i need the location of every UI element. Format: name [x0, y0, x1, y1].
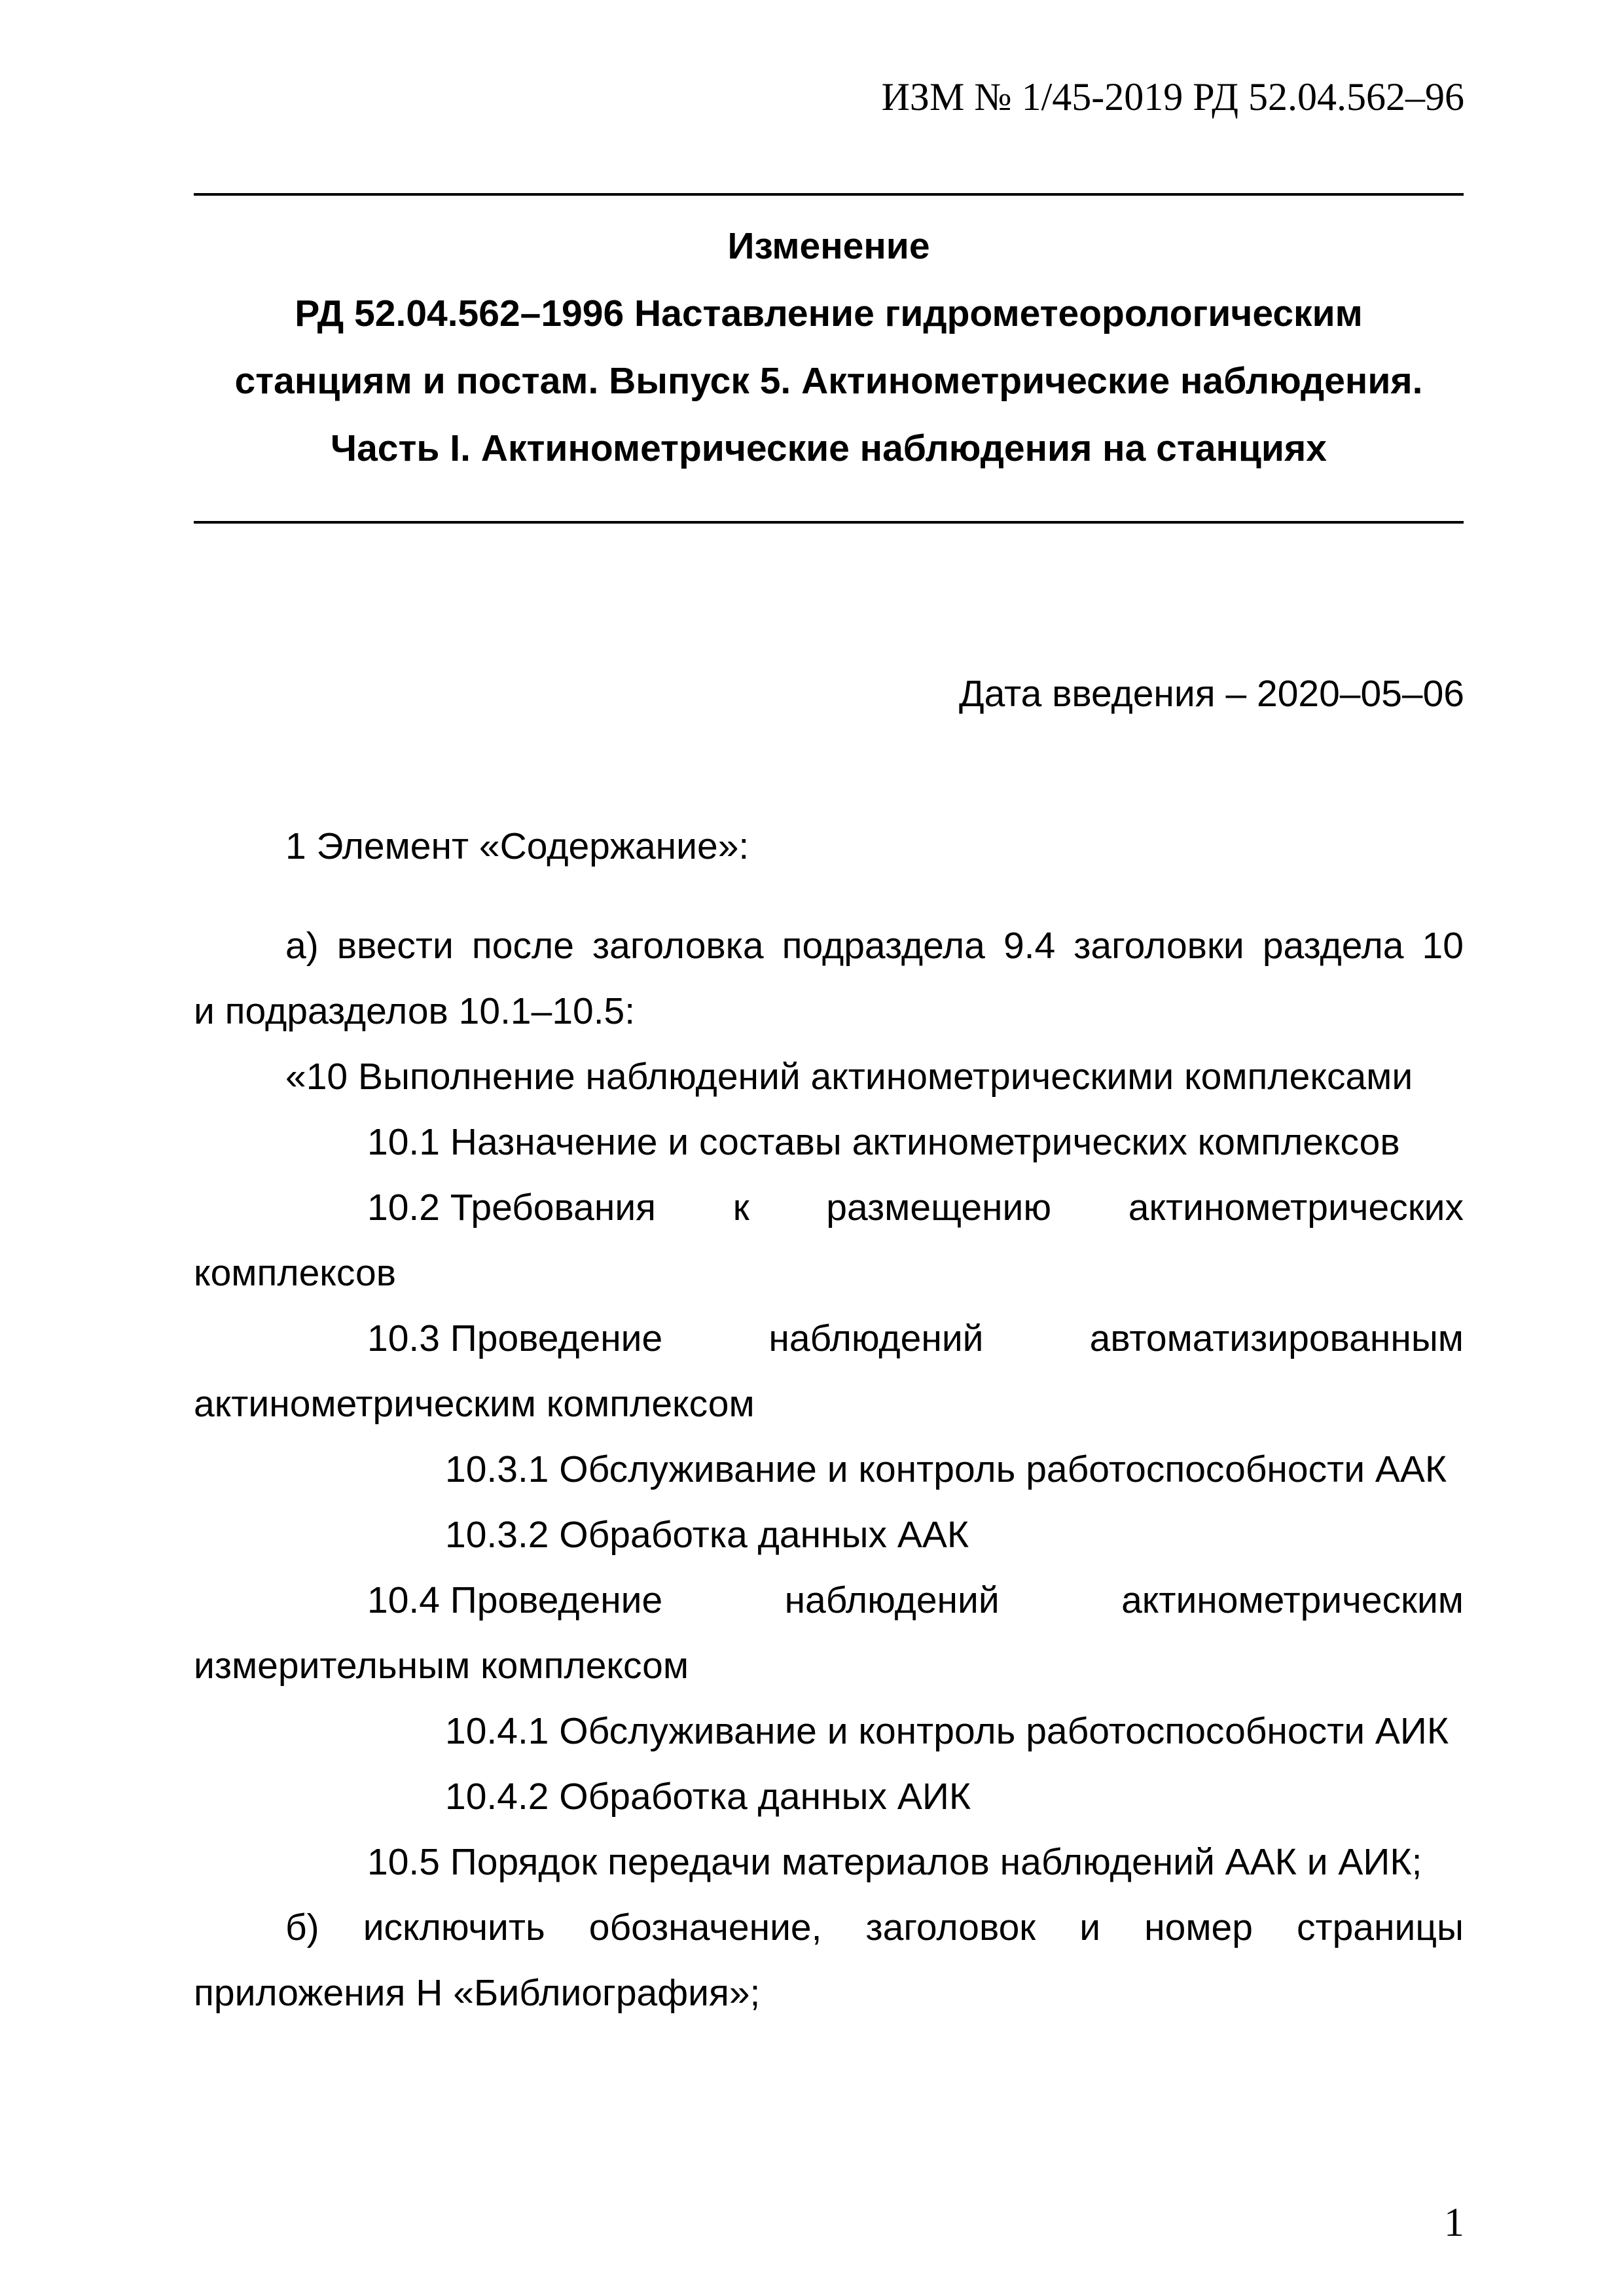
item-b-continuation: приложения Н «Библиография»;	[194, 1972, 761, 2014]
title-line-2: станциям и постам. Выпуск 5. Актинометрические наблюдения.	[234, 360, 1423, 402]
item-a-word: а)	[285, 925, 319, 967]
body-list	[194, 913, 1464, 2026]
item-a-word: ввести	[336, 925, 454, 967]
toc-section-10-4-continuation: измерительным комплексом	[194, 1645, 689, 1687]
item-b-word: исключить	[363, 1907, 545, 1948]
item-a-continuation: и подразделов 10.1–10.5:	[194, 990, 636, 1032]
toc-section-10-2-continuation: комплексов	[194, 1252, 396, 1294]
toc-section-10-4	[194, 1568, 1464, 1633]
toc-word: 10.2 Требования	[367, 1187, 657, 1229]
item-a-word: после	[471, 925, 574, 967]
item-1-heading	[194, 814, 1464, 879]
item-1-label: 1 Элемент «Содержание»:	[285, 825, 749, 867]
title-line-3: Часть I. Актинометрические наблюдения на станциях	[331, 427, 1327, 469]
toc-word: размещению	[826, 1187, 1052, 1229]
item-a-line	[194, 913, 1464, 978]
toc-section-10-2	[194, 1175, 1464, 1240]
item-b-word: и	[1079, 1907, 1101, 1948]
item-a-word: заголовки	[1074, 925, 1244, 967]
toc-section-10-1: 10.1 Назначение и составы актинометрических комплексов	[367, 1121, 1400, 1163]
toc-word: наблюдений	[768, 1318, 984, 1359]
toc-word: 10.3 Проведение	[367, 1318, 663, 1359]
title-top-rule	[194, 193, 1464, 196]
item-a-word: заголовка	[592, 925, 764, 967]
item-a-word: подраздела	[782, 925, 985, 967]
toc-word: актинометрических	[1128, 1187, 1464, 1229]
item-b-word: заголовок	[865, 1907, 1036, 1948]
toc-word: автоматизированным	[1089, 1318, 1464, 1359]
toc-word: 10.4 Проведение	[367, 1579, 663, 1621]
item-a-word: 9.4	[1003, 925, 1056, 967]
item-b-word: номер	[1144, 1907, 1253, 1948]
toc-section-10-4-2: 10.4.2 Обработка данных АИК	[445, 1776, 971, 1818]
effective-date: Дата введения – 2020–05–06	[959, 673, 1464, 715]
toc-section-10-3-continuation: актинометрическим комплексом	[194, 1383, 755, 1425]
page-number: 1	[1444, 2200, 1464, 2245]
title-bottom-rule	[194, 521, 1464, 524]
item-a-word: 10	[1422, 925, 1464, 967]
title-heading: Изменение	[727, 225, 930, 267]
item-b-word: страницы	[1297, 1907, 1464, 1948]
title-block	[194, 213, 1464, 482]
toc-section-10-3-1: 10.3.1 Обслуживание и контроль работоспособности ААК	[445, 1448, 1447, 1490]
toc-word: к	[732, 1187, 749, 1229]
toc-word: актинометрическим	[1121, 1579, 1464, 1621]
item-b-line	[194, 1895, 1464, 1960]
toc-word: наблюдений	[784, 1579, 1000, 1621]
toc-section-10-4-1: 10.4.1 Обслуживание и контроль работоспособности АИК	[445, 1710, 1449, 1752]
item-b-word: б)	[285, 1907, 319, 1948]
title-line-1: РД 52.04.562–1996 Наставление гидрометеорологическим	[295, 293, 1363, 334]
toc-section-10-3-2: 10.3.2 Обработка данных ААК	[445, 1514, 969, 1556]
toc-section-10-5: 10.5 Порядок передачи материалов наблюдений ААК и АИК;	[367, 1841, 1422, 1883]
toc-section-10-3	[194, 1306, 1464, 1371]
document-code-header: ИЗМ № 1/45-2019 РД 52.04.562–96	[881, 75, 1464, 118]
toc-section-10: «10 Выполнение наблюдений актинометрическими комплексами	[285, 1056, 1413, 1098]
item-a-word: раздела	[1262, 925, 1404, 967]
item-b-word: обозначение,	[588, 1907, 822, 1948]
